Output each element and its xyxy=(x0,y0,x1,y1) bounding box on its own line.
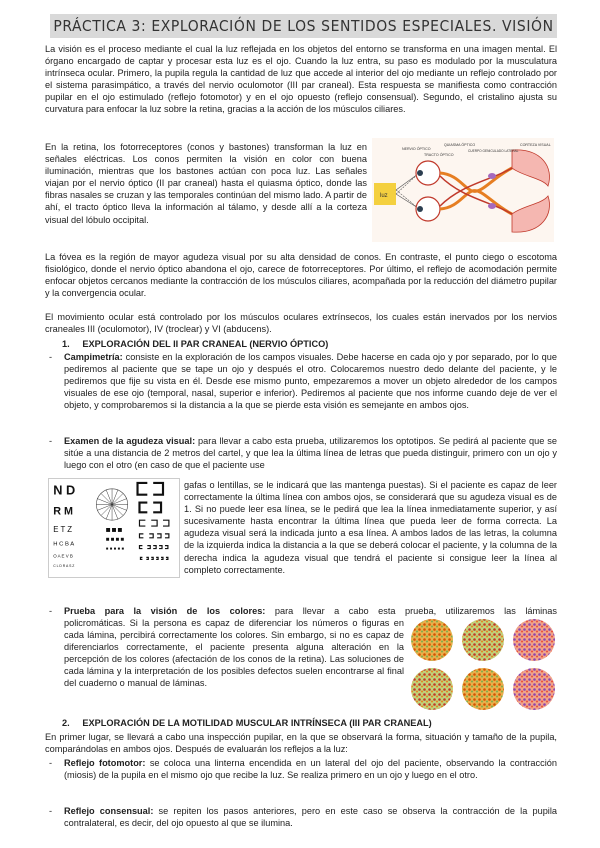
campimetria-paragraph xyxy=(64,351,557,411)
intro-paragraph-1: La visión es el proceso mediante el cual la luz reflejada en los objetos del entorno se transforma en una imagen mental. El órgano encargado de captar y procesar esta luz es el ojo. Cuando la luz entra, su paso es modulado por la musculatura intrínseca ocular. Primero, la pupila regula la cantidad de luz que accede al interior del ojo mediante un reflejo controlado por el sistema parasimpático, a través del nervio oculomotor (III par craneal). Esta respuesta se manifiesta como contracción pupilar en el ojo estimulado (reflejo fotomotor) y en el ojo opuesto (reflejo consensual). Segundo, el cristalino ajusta su curvatura para enfocar la luz sobre la retina, gracias a la acción de los músculos ciliares. xyxy=(45,44,557,115)
ishihara-plate xyxy=(462,619,504,661)
page-title: PRÁCTICA 3: EXPLORACIÓN DE LOS SENTIDOS ESPECIALES. VISIÓN xyxy=(50,14,557,38)
chart-line-2: R M xyxy=(53,505,73,518)
bullet-dash: - xyxy=(49,758,53,768)
optotype-chart-figure xyxy=(48,478,180,578)
section-2-intro: En primer lugar, se llevará a cabo una inspección pupilar, en la que se observará la forma, situación y tamaño de la pupila, comparándolas en ambos ojos. Después de evaluarán los reflejos a la luz: xyxy=(45,732,557,755)
colores-paragraph-continued: policromáticas. Si la persona es capaz de diferenciar los números o figuras en cada lámina, percibirá correctamente los colores. Sin embargo, si no es capaz de diferenciarlos correctamente, el paciente presenta alguna alteración en la percepción de los colores (afectación de los conos de la retina). Las soluciones de cada lámina y la interpretación de los posibles defectos suelen encontrarse al final del cuaderno o manual de láminas. xyxy=(64,618,404,689)
consensual-term: Reflejo consensual: xyxy=(64,806,154,816)
label-optic-nerve: NERVIO ÓPTICO xyxy=(402,147,431,151)
colores-paragraph xyxy=(64,605,557,617)
label-visual-cortex: CORTEZA VISUAL xyxy=(520,143,551,147)
campimetria-text: consiste en la exploración de los campos visuales. Debe hacerse en cada ojo y por separado, por lo que pediremos al paciente que se tape un ojo y después el otro. Colocaremos nuestro dedo delante del paciente, y le pediremos que fije su vista en él. Desde ese mismo punto, empezaremos a mover un objeto alrededor de los campos visuales de ese ojo (temporal, nasal, superior e inferior). Pediremos al paciente que nos informe cuando deje de ver el objeto, y comprobaremos si la distancia a la que se pierde esta visión es semejante en ambos ojos. xyxy=(64,352,557,411)
ishihara-plate xyxy=(411,668,453,710)
bullet-dash: - xyxy=(49,436,53,446)
section-2-heading: 2. EXPLORACIÓN DE LA MOTILIDAD MUSCULAR INTRÍNSECA (III PAR CRANEAL) xyxy=(62,718,432,728)
ishihara-plate xyxy=(411,619,453,661)
section-1-heading: 1. EXPLORACIÓN DEL II PAR CRANEAL (NERVIO ÓPTICO) xyxy=(62,339,329,349)
fotomotor-paragraph xyxy=(64,757,557,781)
light-label: luz xyxy=(380,193,388,199)
agudeza-paragraph xyxy=(64,435,557,471)
chart-line-6: C L D R A S Z xyxy=(53,564,75,569)
label-chiasm: QUIASMA ÓPTICO xyxy=(444,143,476,147)
ishihara-plates-figure xyxy=(408,618,558,712)
ishihara-plate xyxy=(513,668,555,710)
bullet-dash: - xyxy=(49,352,53,362)
chart-line-4: H C B A xyxy=(53,541,75,548)
bullet-dash: - xyxy=(49,806,53,816)
bullet-dash: - xyxy=(49,606,53,616)
intro-paragraph-3: La fóvea es la región de mayor agudeza visual por su alta densidad de conos. En contraste, el punto ciego o escotoma fisiológico, donde el nervio óptico abandona el ojo, carece de fotorreceptores. Por último, el reflejo de acomodación permite enfocar objetos cercanos mediante la contracción de los músculos ciliares, acompañada por la reducción del diámetro pupilar y la convergencia ocular. xyxy=(45,252,557,299)
chart-line-5: O A E V B xyxy=(53,553,73,559)
consensual-text: se repiten los pasos anteriores, pero en este caso se observa la contracción de la pupila contralateral, es decir, del ojo opuesto al que se ilumina. xyxy=(64,806,557,829)
visual-pathway-figure xyxy=(372,138,554,242)
agudeza-text-1: para llevar a cabo esta prueba, utilizaremos los optotipos. Se pedirá al paciente que se sitúe a una distancia de 2 metros del cartel, y que lea la última línea de letras que pueda distinguir, primero con un ojo y luego con el otro (en caso de que el paciente use xyxy=(64,436,557,471)
agudeza-term: Examen de la agudeza visual: xyxy=(64,436,196,446)
colores-term: Prueba para la visión de los colores: xyxy=(64,606,266,616)
agudeza-paragraph-continued: gafas o lentillas, se le indicará que las mantenga puestas). Si el paciente es capaz de leer correctamente la última línea con ambos ojos, se considerará que su agudeza visual es de 1. Si no puede leer esa línea, se le pedirá que lea la línea inmediatamente superior, y así sucesivamente hasta encontrar la última línea que pueda leer de forma correcta. La agudeza visual será la indicada junto a esa línea. A ambos lados de las letras, la columna de la izquierda indica la distancia a la que se deberá colocar el paciente, y la columna de la derecha indica la agudeza visual que tendrá el paciente si consigue leer la línea al completo correctamente. xyxy=(184,480,557,575)
colores-text-1: para llevar a cabo esta prueba, utilizaremos las láminas xyxy=(265,606,557,616)
intro-paragraph-4: El movimiento ocular está controlado por los músculos oculares extrínsecos, los cuales están inervados por los nervios craneales III (oculomotor), IV (troclear) y VI (abducens). xyxy=(45,312,557,335)
fotomotor-term: Reflejo fotomotor: xyxy=(64,758,146,768)
intro-paragraph-2: En la retina, los fotorreceptores (conos y bastones) transforman la luz en señales eléctricas. Los conos permiten la visión en color con buena iluminación, mientras que los bastones actúan con poca luz. Las señales viajan por el nervio óptico (II par craneal) hasta el quiasma óptico, donde las fibras nasales se cruzan y las temporales continúan del mismo lado. A partir de ahí, el tracto óptico lleva la información al tálamo, y desde allí a la corteza visual del lóbulo occipital. xyxy=(45,142,367,225)
consensual-paragraph xyxy=(64,805,557,829)
chart-line-1: N D xyxy=(53,482,76,498)
label-lgn: CUERPO GENICULADO LATERAL xyxy=(468,149,519,153)
campimetria-term: Campimetría: xyxy=(64,352,123,362)
ishihara-plate xyxy=(462,668,504,710)
label-optic-tract: TRACTO ÓPTICO xyxy=(424,153,454,157)
chart-line-3: E T Z xyxy=(53,524,73,534)
fotomotor-text: se coloca una linterna encendida en un lateral del ojo del paciente, observando la contracción (miosis) de la pupila en el mismo ojo que recibe la luz. Se realiza primero en un ojo y luego en el otro. xyxy=(64,758,557,781)
ishihara-plate xyxy=(513,619,555,661)
